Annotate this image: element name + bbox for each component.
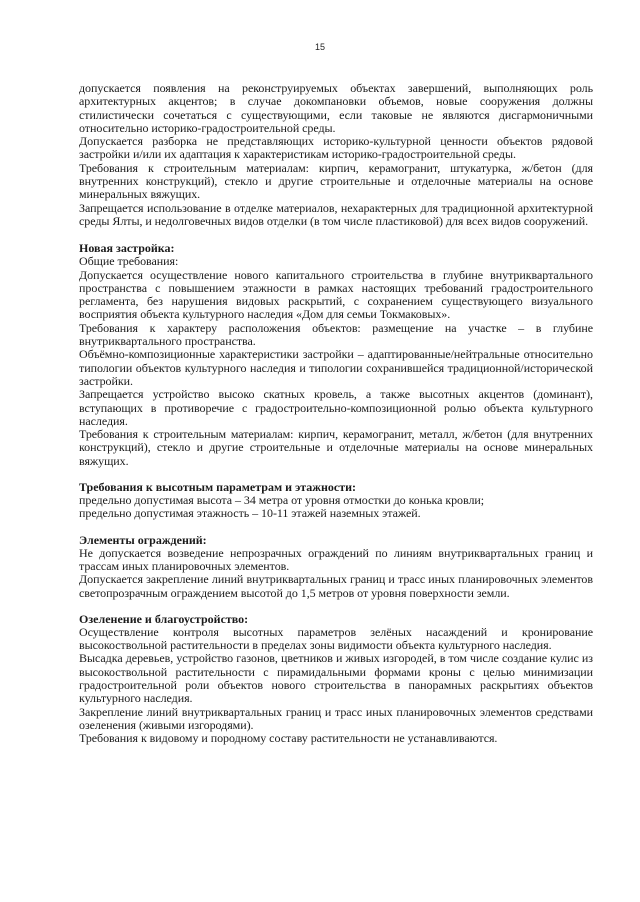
intro-paragraph-3: Требования к строительным материалам: кирпич, керамогранит, штукатурка, ж/бетон (для внутренних конструкций), стекло и другие строительные и отделочные материалы на основе минеральных вяжущих.: [79, 160, 593, 202]
fencing-heading: Элементы ограждений:: [79, 532, 207, 547]
page-number: 15: [314, 42, 325, 52]
new-building-paragraph-2: Требования к характеру расположения объектов: размещение на участке – в глубине внутриквартального пространства.: [79, 320, 593, 349]
greening-section: [79, 612, 593, 746]
height-section: [79, 480, 593, 521]
height-paragraph-1: предельно допустимая высота – 34 метра от уровня отмостки до конька кровли;: [79, 493, 485, 508]
greening-paragraph-1: Осуществление контроля высотных параметров зелёных насаждений и кронирование высокоствольной растительности в пределах зоны видимости объекта культурного наследия.: [79, 624, 593, 653]
intro-section: [79, 82, 593, 228]
greening-heading: Озеленение и благоустройство:: [79, 611, 249, 626]
fencing-section: [79, 533, 593, 600]
intro-paragraph-1: допускается появления на реконструируемых объектах завершений, выполняющих роль архитектурных акцентов; в случае докомпановки объемов, новые сооружения должны стилистически сочетаться с существующими, если таковые не являются дисгармоничными относительно историко-градостроительной среды.: [79, 81, 593, 135]
new-building-section: [79, 241, 593, 468]
height-paragraph-2: предельно допустимая этажность – 10-11 этажей наземных этажей.: [79, 506, 421, 521]
new-building-paragraph-5: Требования к строительным материалам: кирпич, керамогранит, металл, ж/бетон (для внутренних конструкций), стекло и другие строительные и отделочные материалы на основе минеральных вяжущих.: [79, 427, 593, 468]
height-heading: Требования к высотным параметрам и этажности:: [79, 480, 357, 495]
document-body: [79, 82, 593, 745]
new-building-paragraph-1: Допускается осуществление нового капитального строительства в глубине внутриквартального пространства с повышением этажности в рамках настоящих требований градостроительного регламента, без нарушения видовых раскрытий, с сохранением существующего визуального восприятия объекта культурного наследия «Дом для семьи Токмаковых».: [79, 267, 593, 322]
new-building-subheading: Общие требования:: [79, 254, 179, 269]
fencing-paragraph-1: Не допускается возведение непрозрачных ограждений по линиям внутриквартальных границ и трассам иных планировочных элементов.: [79, 545, 593, 573]
intro-paragraph-4: Запрещается использование в отделке материалов, нехарактерных для традиционной архитектурной среды Ялты, и недолговечных видов отделки (в том числе пластиковой) для всех видов сооружений.: [79, 200, 593, 228]
new-building-heading: Новая застройка:: [79, 241, 175, 256]
new-building-paragraph-4: Запрещается устройство высоко скатных кровель, а также высотных акцентов (доминант), вступающих в противоречие с градостроительно-композиционной ролью объекта культурного наследия.: [79, 387, 593, 428]
intro-paragraph-2: Допускается разборка не представляющих историко-культурной ценности объектов рядовой застройки и/или их адаптация к характеристикам историко-градостроительной среды.: [79, 134, 593, 162]
new-building-paragraph-3: Объёмно-композиционные характеристики застройки – адаптированные/нейтральные относительно типологии объектов культурного наследия и типологии сохранившейся традиционной/исторической застройки.: [79, 347, 593, 388]
greening-paragraph-3: Закрепление линий внутриквартальных границ и трасс иных планировочных элементов средствами озеленения (живыми изгородями).: [79, 704, 593, 732]
greening-paragraph-4: Требования к видовому и породному составу растительности не устанавливаются.: [79, 731, 498, 746]
greening-paragraph-2: Высадка деревьев, устройство газонов, цветников и живых изгородей, в том числе создание кулис из высокоствольной растительности с пирамидальными формами кроны с целью минимизации градостроительной роли объектов нового строительства в панорамных раскрытиях объектов культурного наследия.: [79, 651, 593, 706]
fencing-paragraph-2: Допускается закрепление линий внутриквартальных границ и трасс иных планировочных элементов светопрозрачным ограждением высотой до 1,5 метров от уровня поверхности земли.: [79, 572, 593, 600]
